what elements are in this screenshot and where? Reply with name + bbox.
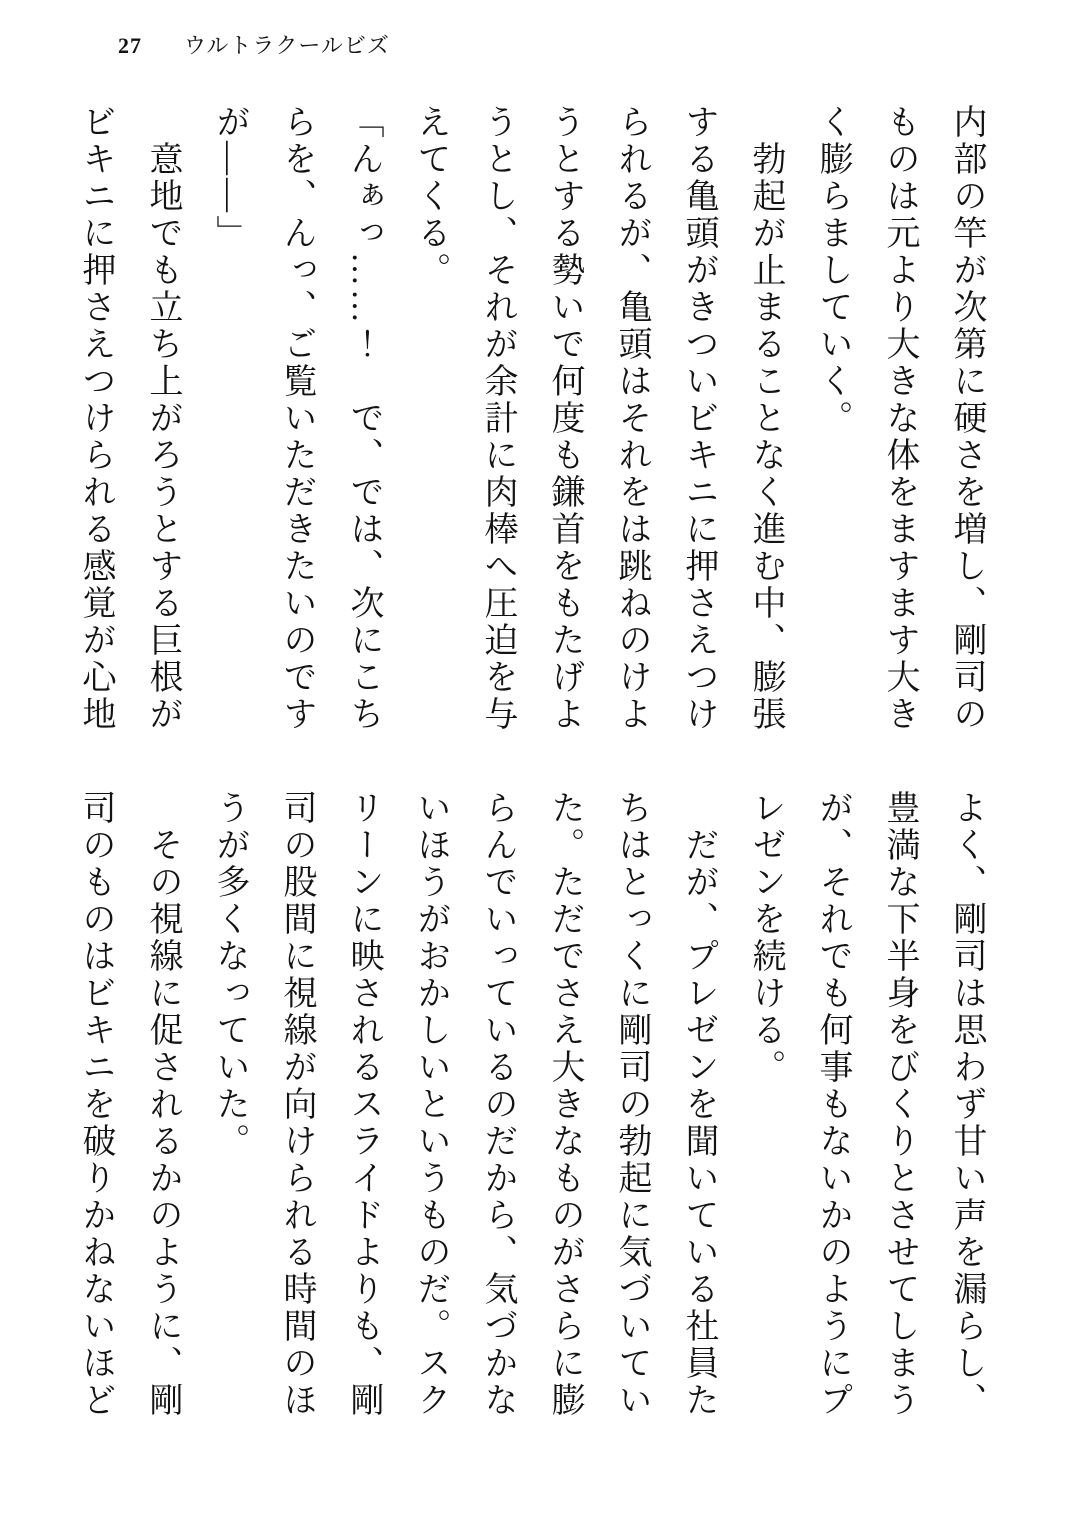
text-line: ビキニに押さえつけられる感覚が心地 [77,104,114,733]
text-line: 意地でも立ち上がろうとする巨根が [144,104,181,733]
text-line: だが、プレゼンを聞いている社員た [680,790,717,1419]
text-block-top [60,104,1000,746]
text-line: レゼンを続ける。 [747,790,784,1086]
text-line: 勃起が止まることなく進む中、膨張 [747,104,784,733]
page-number: 27 [118,33,142,58]
text-line: られるが、亀頭はそれをは跳ねのけよ [613,104,650,733]
text-line: く膨らましていく。 [814,104,851,437]
text-line: うとする勢いで何度も鎌首をもたげよ [546,104,583,733]
text-line: 司のものはビキニを破りかねないほど [77,790,114,1419]
text-line: ものは元より大きな体をますます大き [881,104,918,733]
text-line: 内部の竿が次第に硬さを増し、剛司の [948,104,985,733]
text-line: ちはとっくに剛司の勃起に気づいてい [613,790,650,1419]
text-line: その視線に促されるかのように、剛 [144,790,181,1419]
text-line: うとし、それが余計に肉棒へ圧迫を与 [479,104,516,733]
text-line: 豊満な下半身をびくりとさせてしまう [881,790,918,1419]
text-line: よく、剛司は思わず甘い声を漏らし、 [948,790,985,1419]
text-line: 司の股間に視線が向けられる時間のほ [278,790,315,1419]
text-line: えてくる。 [412,104,449,289]
text-block-bottom [60,790,1000,1432]
text-line: が――」 [211,104,248,252]
text-line: らんでいっているのだから、気づかな [479,790,516,1419]
text-line: 「んぁっ……！ で、では、次にこち [345,104,382,733]
text-line: うが多くなっていた。 [211,790,248,1160]
text-line: する亀頭がきついビキニに押さえつけ [680,104,717,733]
text-line: いほうがおかしいというものだ。スク [412,790,449,1419]
running-title: ウルトラクールビズ [184,33,390,58]
page-header [118,34,390,58]
text-line: らを、んっ、ご覧いただきたいのです [278,104,315,733]
text-line: が、それでも何事もないかのようにプ [814,790,851,1419]
text-line: た。ただでさえ大きなものがさらに膨 [546,790,583,1419]
text-line: リーンに映されるスライドよりも、剛 [345,790,382,1419]
